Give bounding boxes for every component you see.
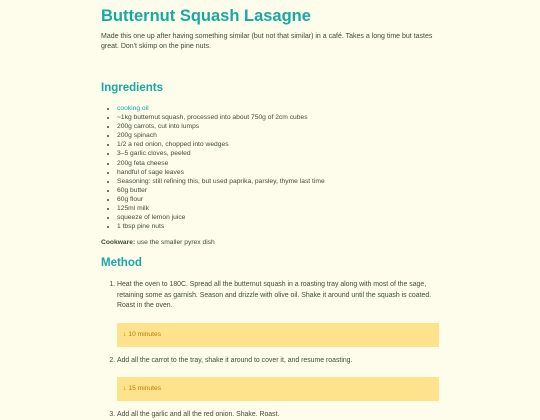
ingredients-heading: Ingredients [101,82,163,94]
method-step [117,280,439,346]
ingredient-item: • 60g flour [117,195,439,204]
method-step-text: Heat the oven to 180C. Spread all the butternut squash in a roasting tray along with most of the sage, retaining some as garnish. Season and drizzle with olive oil. Shake it around until the squash is coated. Roast in the oven. [117,281,432,310]
method-step [117,410,439,420]
timer-arrow-icon: ↓ [123,330,127,338]
ingredient-item: • 60g butter [117,186,439,195]
ingredient-item: • 1/2 a red onion, chopped into wedges [117,140,439,149]
ingredient-item[interactable] [117,104,439,113]
method-step [117,356,439,401]
ingredient-item: • Seasoning: still refining this, but used paprika, parsley, thyme last time [117,177,439,186]
method-steps [101,280,439,420]
ingredient-item: • ~1kg butternut squash, processed into about 750g of 2cm cubes [117,113,439,122]
step-timer[interactable] [117,323,439,347]
timer-arrow-icon: ↓ [123,384,127,392]
cookware-note [101,238,439,247]
cookware-text: use the smaller pyrex dish [137,239,215,247]
method-step-text: Add all the carrot to the tray, shake it around to cover it, and resume roasting. [117,356,353,364]
ingredient-link[interactable]: cooking oil [117,105,149,112]
step-timer[interactable] [117,377,439,401]
cookware-label: Cookware: [101,239,136,247]
ingredient-item: • squeeze of lemon juice [117,213,439,222]
ingredient-item: • handful of sage leaves [117,168,439,177]
ingredient-item: • 200g carrots, cut into lumps [117,122,439,131]
timer-duration: 15 minutes [128,384,162,392]
ingredient-item: • 200g feta cheese [117,159,439,168]
page-title: Butternut Squash Lasagne [101,7,311,25]
timer-duration: 10 minutes [128,330,162,338]
ingredient-item: • 200g spinach [117,131,439,140]
method-heading: Method [101,257,142,270]
ingredients-list [101,104,439,231]
recipe-intro: Made this one up after having something similar (but not that similar) in a café. Takes a long time but tastes great. Don't skimp on the pine nuts. [101,33,433,50]
ingredient-item: • 3–5 garlic cloves, peeled [117,149,439,158]
method-step-text: Add all the garlic and all the red onion. Shake. Roast. [117,410,280,418]
ingredient-item: • 125ml milk [117,204,439,213]
ingredient-item: • 1 tbsp pine nuts [117,222,439,231]
